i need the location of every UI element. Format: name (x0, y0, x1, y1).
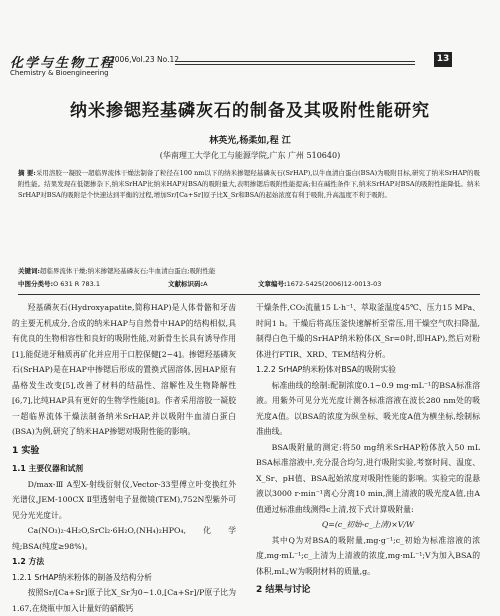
standard-curve-paragraph: 标准曲线的绘制:配制浓度0.1~0.9 mg·mL⁻¹的BSA标准溶液。用紫外可见分光光度计测各标准溶液在波长280 nm处的吸光度A值。以BSA的浓度为纵坐标、吸光度A值为横坐标,绘制标准曲线。 (256, 380, 480, 436)
left-column (12, 300, 236, 616)
clc-value: O 631 R 783.1 (53, 280, 100, 288)
journal-header (10, 50, 498, 80)
subsection-heading-instruments: 1.1 主要仪器和试剂 (12, 464, 84, 473)
clc-number (18, 279, 100, 288)
equation-definition-paragraph: 其中Q为对BSA的吸附量,mg·g⁻¹;c_初始为标准溶液的浓度,mg·mL⁻¹;c_上清为上清液的浓度,mg·mL⁻¹;V为加入BSA的体积,mL;W为吸附材料的质量,g。 (256, 535, 480, 576)
subsubsection-heading-preparation: 1.2.1 SrHAP纳米粉体的制备及结构分析 (12, 572, 152, 582)
subsubsection-heading-adsorption: 1.2.2 SrHAP纳米粉体对BSA的吸附实验 (256, 365, 396, 374)
journal-english-title: Chemistry & Bioengineering (10, 69, 109, 77)
reagents-paragraph: Ca(NO₃)₂·4H₂O,SrCl₂·6H₂O,(NH₄)₂HPO₄,化学纯;BSA(纯度≥98%)。 (12, 526, 236, 551)
document-code (168, 279, 208, 288)
article-id-value: 1672-5425(2006)12-0013-03 (286, 280, 382, 288)
section-divider (18, 294, 480, 295)
clc-label: 中图分类号: (18, 280, 54, 288)
section-heading-experiment: 1 实验 (12, 445, 40, 456)
doc-code-value: A (203, 280, 208, 288)
article-id-label: 文章编号: (258, 280, 287, 288)
right-column (256, 300, 480, 601)
page-number: 13 (434, 52, 452, 67)
instruments-paragraph: D/max-Ⅲ A型X-射线衍射仪,Vector-33型傅立叶变换红外光谱仪,JEM-100CX Ⅱ型透射电子显微镜(TEM),752N型紫外可见分光光度计。 (12, 479, 236, 520)
intro-paragraph: 羟基磷灰石(Hydroxyapatite,简称HAP)是人体骨骼和牙齿的主要无机成分,合成的纳米HAP与自然骨中HAP的结构相似,具有优良的生物相容性和良好的吸附性能,对新骨生长具有诱导作用[1],能促进牙釉质再矿化并应用于口腔保健[2~4]。掺锶羟基磷灰石(SrHAP)是在HAP中掺锶后形成的置换式固溶体,因HAP原有晶格发生改变[5],改善了材料的结晶性、溶解性及生物降解性[6,7],比纯HAP具有更好的生物学性能[8]。作者采用溶胶一凝胶一超临界流体干燥法制备纳米SrHAP,并以吸附牛血清白蛋白(BSA)为例,研究了纳米HAP掺锶对吸附性能的影响。 (12, 303, 236, 436)
subsection-heading-method: 1.2 方法 (12, 557, 45, 566)
section-heading-results: 2 结果与讨论 (256, 585, 311, 595)
keywords-text: 超临界流体干燥;纳米掺锶羟基磷灰石;牛血清白蛋白;吸附性能 (39, 267, 216, 275)
adsorption-measurement-paragraph: BSA吸附量的测定:将50 mg纳米SrHAP粉体放入50 mL BSA标准溶液中,充分混合均匀,进行吸附实验,考察时间、温度、X_Sr、pH值、BSA起始浓度对吸附性能的影响。实验完的混悬液以3000 r·min⁻¹离心分离10 min,测上清液的吸光度A值,由A值通过标准曲线测得c上清,按下式计算吸附量: (256, 442, 480, 514)
article-title: 纳米掺锶羟基磷灰石的制备及其吸附性能研究 (70, 101, 430, 121)
abstract-text: 采用溶胶一凝胶一超临界流体干燥法制备了粒径在100 nm以下的纳米掺锶羟基磷灰石(SrHAP),以牛血清白蛋白(BSA)为吸附目标,研究了纳米SrHAP的吸附性能。结果发现在低锶掺杂下,纳米SrHAP比纳米HAP对BSA的吸附量大,表明掺锶后吸附性能提高;但在碱性条件下,纳米SrHAP对BSA的吸附性能降低。纳米SrHAP对BSA的吸附是个快速达到平衡的过程,增加Sr/[Ca+Sr]原子比X_Sr和BSA的起始浓度有利于吸附,升高温度不利于吸附。 (18, 169, 480, 200)
adsorption-equation: Q=(c_初始-c_上清)×V/W (321, 520, 415, 529)
article-authors: 林英光,杨柔如,程 江 (209, 136, 291, 146)
abstract-label: 摘 要: (18, 169, 36, 177)
article-id (258, 279, 381, 288)
keywords-label: 关键词: (18, 267, 40, 275)
journal-title: 化学与生物工程 (10, 56, 116, 71)
article-affiliation: (华南理工大学化工与能源学院,广东 广州 510640) (159, 151, 341, 160)
header-rule (175, 61, 415, 62)
drying-paragraph: 干燥条件,CO₂流量15 L·h⁻¹、萃取釜温度45℃、压力15 MPa、时间1 h。干燥后将高压釜快速解析至常压,用干燥空气吹扫降温,制得白色干燥的SrHAP纳米粉体(X_Sr=0时,即HAP),然后对粉体进行FTIR、XRD、TEM结构分析。 (256, 303, 480, 359)
doc-code-label: 文献标识码: (168, 280, 204, 288)
issue-info: 2006,Vol.23 No.12 (110, 55, 179, 64)
header-rule (175, 64, 415, 65)
preparation-paragraph: 按照Sr/[Ca+Sr]原子比X_Sr为0~1.0,[Ca+Sr]/P原子比为1.67,在烧瓶中加入计量好的硝酸钙 (12, 588, 236, 613)
abstract (18, 168, 480, 202)
keywords (18, 266, 480, 277)
